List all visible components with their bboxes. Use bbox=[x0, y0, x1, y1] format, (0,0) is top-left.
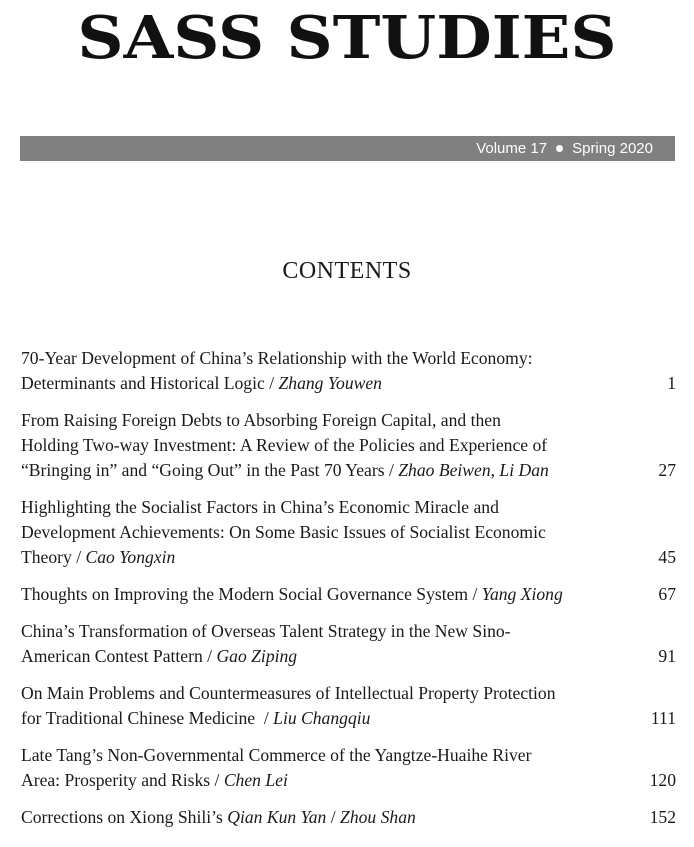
entry-title: 70-Year Development of China’s Relationship with the World Economy: Determinants and Historical Logic / Zhang Youwen bbox=[21, 348, 533, 393]
issue-bar bbox=[20, 136, 675, 161]
entry-page-number: 111 bbox=[650, 708, 676, 728]
contents-heading: CONTENTS bbox=[282, 258, 412, 284]
entry-author: Zhou Shan bbox=[340, 807, 416, 827]
entry-title: Corrections on Xiong Shili’s Qian Kun Yan / Zhou Shan bbox=[21, 807, 416, 827]
bullet-dot-icon bbox=[556, 145, 563, 152]
entry-title: China’s Transformation of Overseas Talent Strategy in the New Sino- American Contest Pattern / Gao Ziping bbox=[21, 621, 511, 666]
entry-title-italic: Qian Kun Yan bbox=[227, 807, 327, 827]
entry-title: Late Tang’s Non-Governmental Commerce of the Yangtze-Huaihe River Area: Prosperity and Risks / Chen Lei bbox=[21, 745, 532, 790]
entry-author: Zhang Youwen bbox=[278, 373, 382, 393]
toc-entry[interactable] bbox=[21, 681, 676, 731]
journal-masthead: SASS STUDIES bbox=[77, 3, 617, 73]
entry-author: Yang Xiong bbox=[481, 584, 563, 604]
issue-season: Spring 2020 bbox=[572, 140, 653, 157]
entry-author: Chen Lei bbox=[223, 770, 288, 790]
toc-entry[interactable] bbox=[21, 743, 676, 793]
entry-title: Thoughts on Improving the Modern Social Governance System / Yang Xiong bbox=[21, 584, 563, 604]
issue-volume: Volume 17 bbox=[476, 140, 548, 157]
entry-author: Gao Ziping bbox=[216, 646, 298, 666]
entry-page-number: 45 bbox=[658, 547, 676, 567]
entry-author: Liu Changqiu bbox=[273, 708, 371, 728]
entry-page-number: 120 bbox=[649, 770, 676, 790]
entry-title: On Main Problems and Countermeasures of Intellectual Property Protection for Traditional Chinese Medicine / Liu Changqiu bbox=[21, 683, 556, 728]
entry-page-number: 152 bbox=[649, 807, 676, 827]
entry-page-number: 67 bbox=[658, 584, 676, 604]
entry-author: Cao Yongxin bbox=[85, 547, 176, 567]
toc-entry[interactable] bbox=[21, 619, 676, 669]
toc-entry[interactable] bbox=[21, 495, 676, 570]
entry-page-number: 1 bbox=[667, 373, 676, 393]
entry-title: Highlighting the Socialist Factors in China’s Economic Miracle and Development Achievements: On Some Basic Issues of Socialist Economic Theory / Cao Yongxin bbox=[21, 497, 546, 567]
table-of-contents bbox=[21, 346, 676, 830]
entry-title: From Raising Foreign Debts to Absorbing Foreign Capital, and then Holding Two-way Investment: A Review of the Policies and Experience of “Bringing in” and “Going Out” in the Past 70 Years / Zhao Beiwen, Li Dan bbox=[21, 410, 549, 480]
entry-page-number: 27 bbox=[658, 460, 676, 480]
toc-entry[interactable] bbox=[21, 805, 676, 830]
toc-entry[interactable] bbox=[21, 582, 676, 607]
entry-author: Zhao Beiwen, Li Dan bbox=[398, 460, 549, 480]
toc-entry[interactable] bbox=[21, 408, 676, 483]
toc-entry[interactable] bbox=[21, 346, 676, 396]
entry-page-number: 91 bbox=[658, 646, 676, 666]
